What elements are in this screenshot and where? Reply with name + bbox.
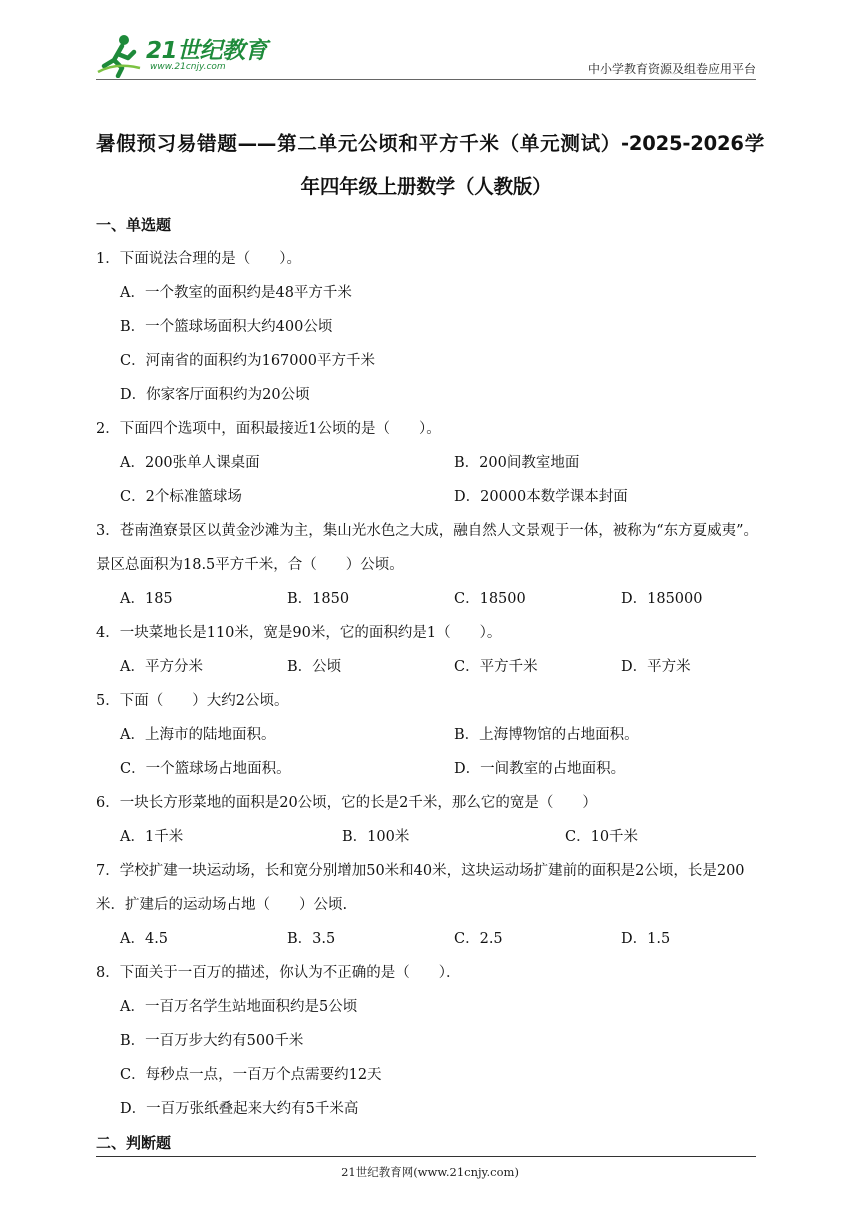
option-row xyxy=(96,718,762,752)
title-line-2: 年四年级上册数学（人教版） xyxy=(300,175,552,198)
question-stem: 6．一块长方形菜地的面积是20公顷，它的长是2千米，那么它的宽是（ ） xyxy=(96,795,597,811)
question-list xyxy=(96,208,762,1160)
option: A．4.5 xyxy=(120,931,169,947)
option-row xyxy=(96,582,762,616)
option: C．一个篮球场占地面积。 xyxy=(120,761,291,777)
option: C．平方千米 xyxy=(454,659,538,675)
header-divider xyxy=(96,79,756,80)
option-row xyxy=(96,752,762,786)
question-stem: 2．下面四个选项中，面积最接近1公顷的是（ ）。 xyxy=(96,421,441,437)
option: B．1850 xyxy=(287,591,350,607)
option: B．200间教室地面 xyxy=(454,455,580,471)
option: D．一百万张纸叠起来大约有5千米高 xyxy=(120,1101,359,1117)
question-stem: 3．苍南渔寮景区以黄金沙滩为主，集山光水色之大成，融自然人文景观于一体，被称为“东方夏威夷”。景区总面积为18.5平方千米，合（ ）公顷。 xyxy=(96,523,759,573)
option: A．1千米 xyxy=(120,829,184,845)
option: B．上海博物馆的占地面积。 xyxy=(454,727,639,743)
option: D．平方米 xyxy=(621,659,691,675)
option: A．一个教室的面积约是48平方千米 xyxy=(120,285,352,301)
option: A．一百万名学生站地面积约是5公顷 xyxy=(120,999,358,1015)
logo-url: www.21cnjy.com xyxy=(150,62,226,72)
section-heading: 二、判断题 xyxy=(96,1134,172,1152)
platform-name: 中小学教育资源及组卷应用平台 xyxy=(587,62,756,76)
option: C．每秒点一点，一百万个点需要约12天 xyxy=(120,1067,382,1083)
site-logo xyxy=(96,32,266,78)
question-stem: 7．学校扩建一块运动场，长和宽分别增加50米和40米，这块运动场扩建前的面积是2公顷，长是200米．扩建后的运动场占地（ ）公顷. xyxy=(96,863,745,913)
option-row xyxy=(96,922,762,956)
option: B．公顷 xyxy=(287,659,342,675)
option-row xyxy=(96,480,762,514)
option: A．185 xyxy=(120,591,173,607)
question-stem: 4．一块菜地长是110米，宽是90米，它的面积约是1（ ）。 xyxy=(96,625,502,641)
page-header xyxy=(96,30,756,80)
option: D．一间教室的占地面积。 xyxy=(454,761,626,777)
option: C．2.5 xyxy=(454,931,503,947)
option: D．20000本数学课本封面 xyxy=(454,489,628,505)
option: D．你家客厅面积约为20公顷 xyxy=(120,387,310,403)
section-heading: 一、单选题 xyxy=(96,216,172,234)
option-row xyxy=(96,820,762,854)
option: A．200张单人课桌面 xyxy=(120,455,260,471)
page-footer: 21世纪教育网(www.21cnjy.com) xyxy=(341,1165,519,1179)
runner-logo-icon xyxy=(96,32,146,78)
option-row xyxy=(96,446,762,480)
option: D．185000 xyxy=(621,591,703,607)
option-row xyxy=(96,650,762,684)
option: D．1.5 xyxy=(621,931,671,947)
footer-divider xyxy=(96,1156,756,1157)
option: C．2个标准篮球场 xyxy=(120,489,242,505)
option: B．100米 xyxy=(342,829,410,845)
option: B．一百万步大约有500千米 xyxy=(120,1033,304,1049)
question-stem: 1．下面说法合理的是（ ）。 xyxy=(96,251,301,267)
option: C．10千米 xyxy=(565,829,639,845)
option: C．河南省的面积约为167000平方千米 xyxy=(120,353,375,369)
title-line-1: 暑假预习易错题——第二单元公顷和平方千米（单元测试）-2025-2026学 xyxy=(96,132,764,155)
question-stem: 8．下面关于一百万的描述，你认为不正确的是（ ）． xyxy=(96,965,461,981)
logo-text: 21世纪教育 xyxy=(146,38,268,64)
option: B．3.5 xyxy=(287,931,336,947)
option: A．平方分米 xyxy=(120,659,203,675)
option: A．上海市的陆地面积。 xyxy=(120,727,276,743)
option: B．一个篮球场面积大约400公顷 xyxy=(120,319,333,335)
question-stem: 5．下面（ ）大约2公顷。 xyxy=(96,693,289,709)
document-title xyxy=(96,122,764,208)
option: C．18500 xyxy=(454,591,526,607)
